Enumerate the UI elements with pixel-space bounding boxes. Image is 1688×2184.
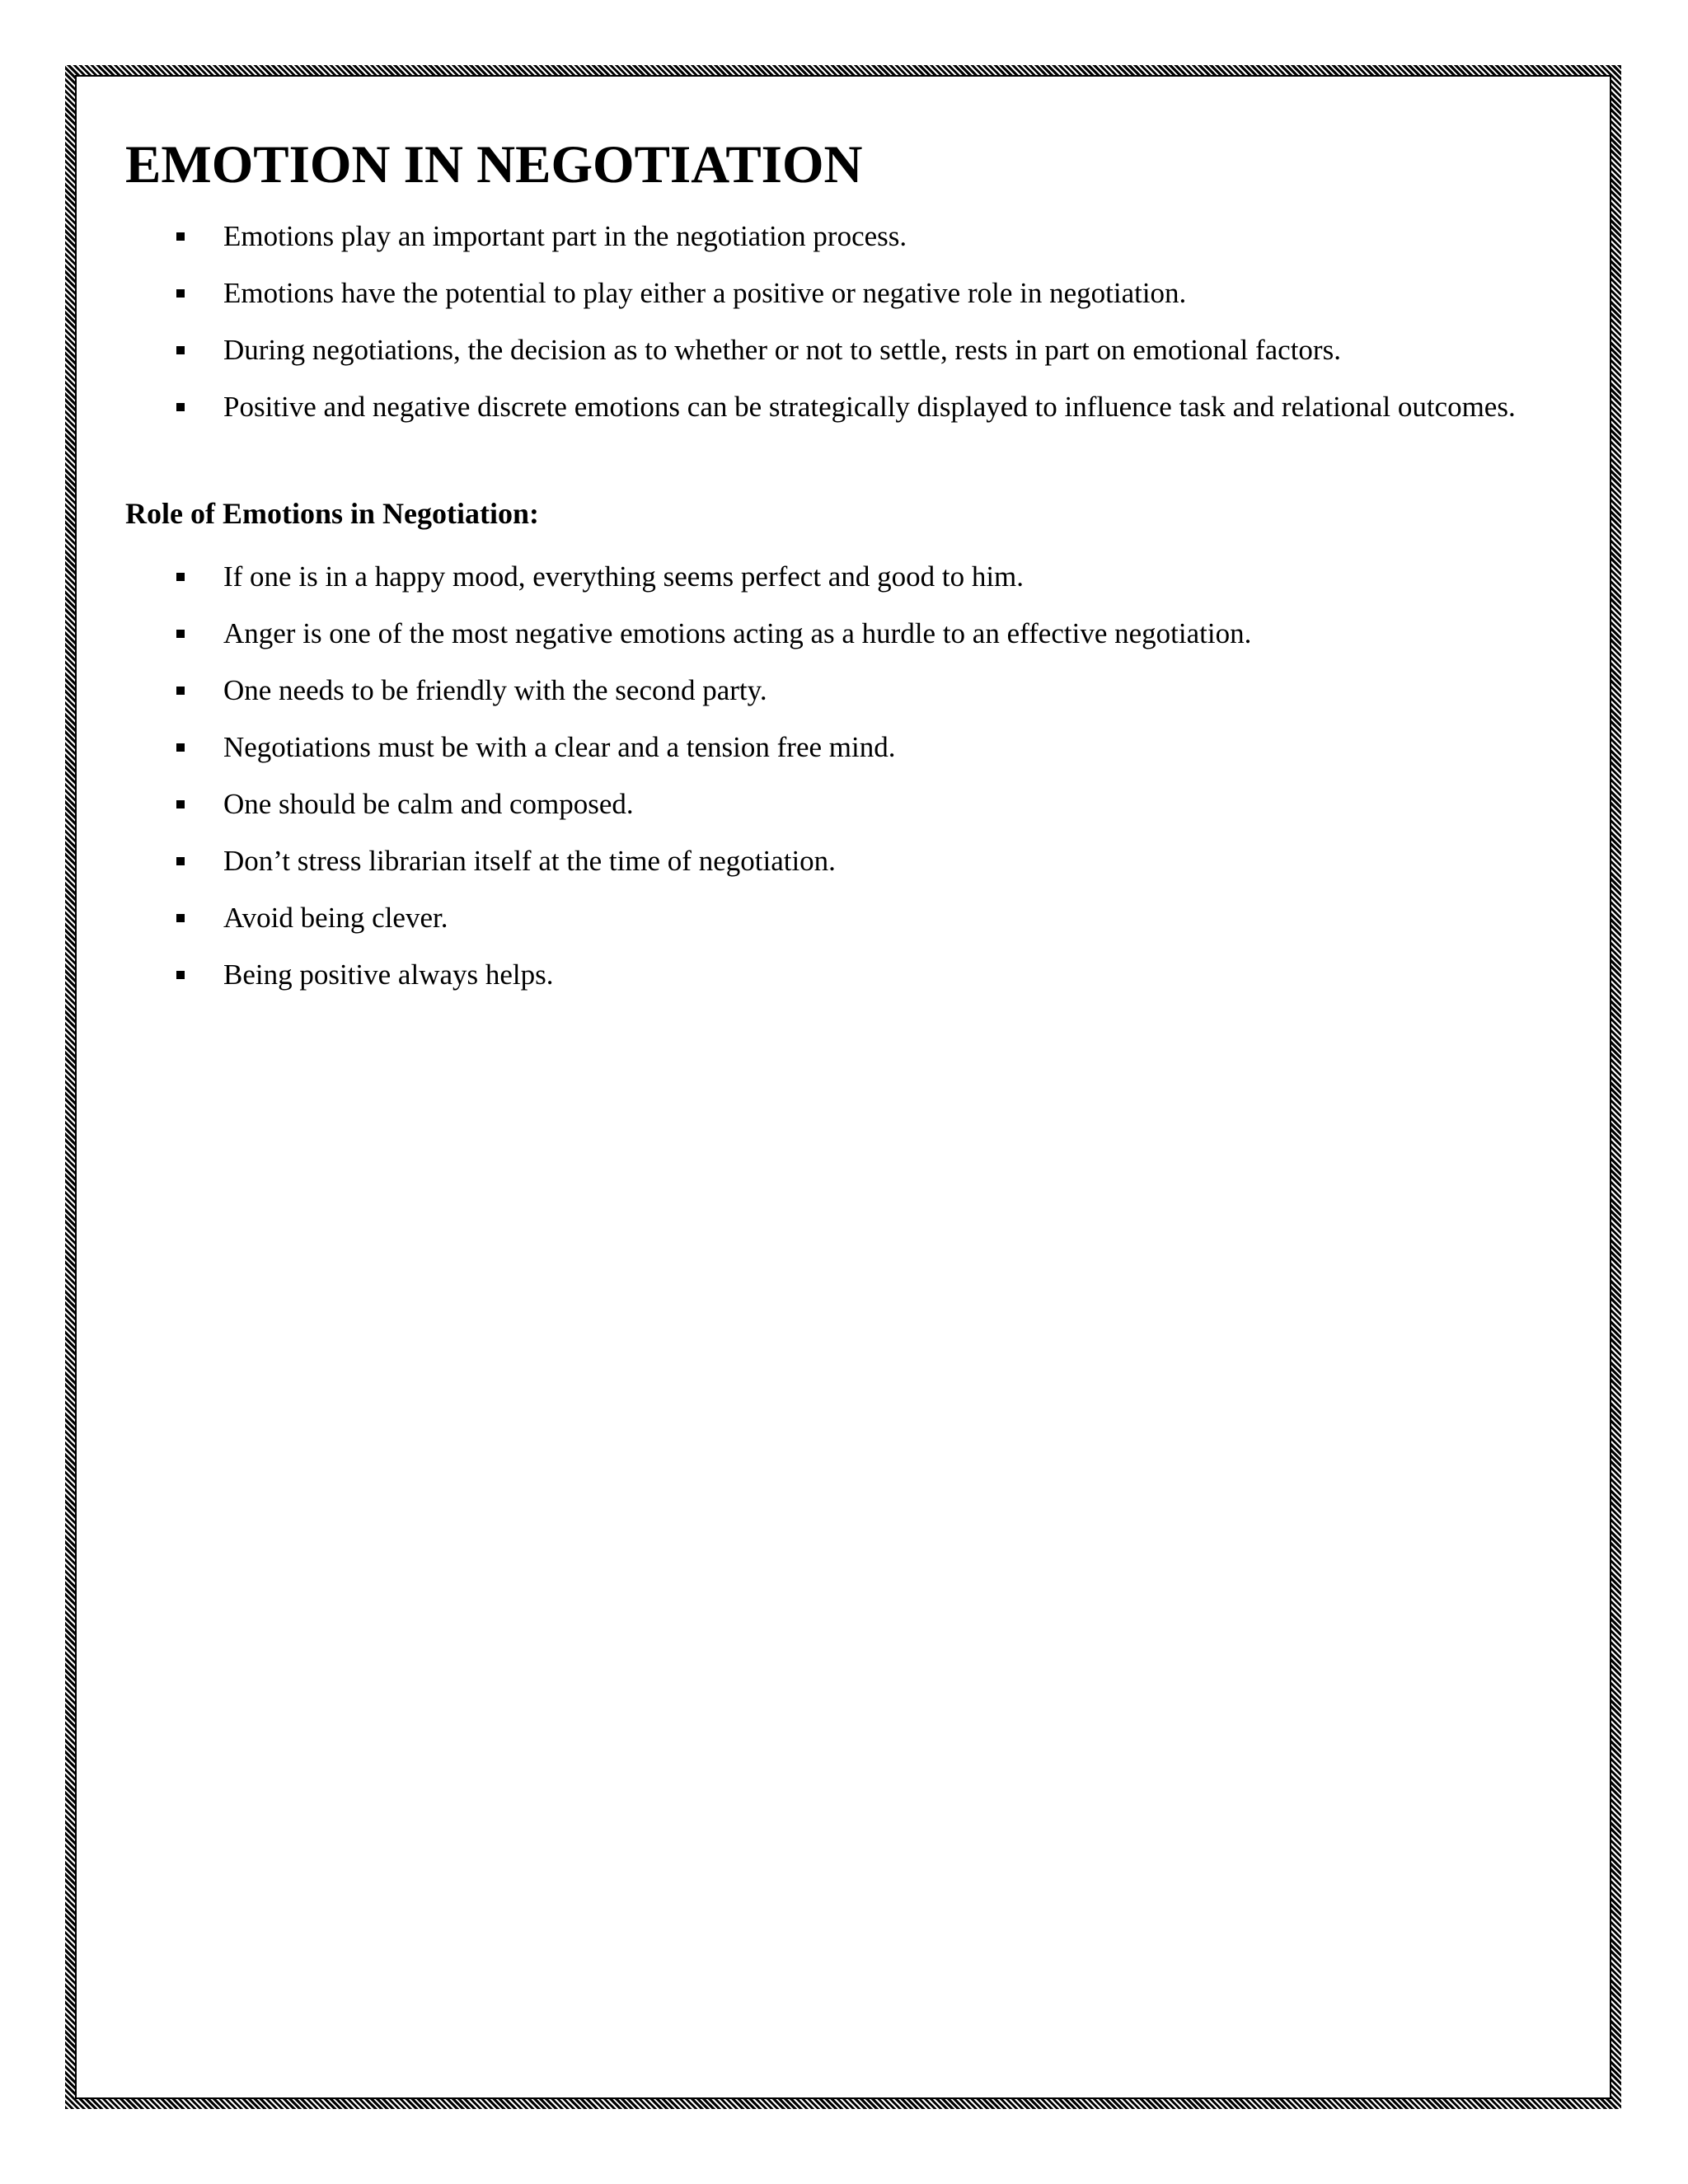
list-item-text: One needs to be friendly with the second party. <box>223 674 767 706</box>
square-bullet-icon <box>176 743 185 752</box>
square-bullet-icon <box>176 289 185 298</box>
list-item-text: Don’t stress librarian itself at the time of negotiation. <box>223 845 836 877</box>
square-bullet-icon <box>176 630 185 638</box>
list-item <box>125 662 1559 719</box>
square-bullet-icon <box>176 914 185 922</box>
square-bullet-icon <box>176 971 185 979</box>
list-item-text: Emotions have the potential to play either a positive or negative role in negotiation. <box>223 277 1187 309</box>
list-item <box>125 946 1559 1003</box>
list-item <box>125 605 1559 662</box>
square-bullet-icon <box>176 346 185 354</box>
square-bullet-icon <box>176 800 185 808</box>
list-item-text: Positive and negative discrete emotions can be strategically displayed to influence task and relational outcomes. <box>223 391 1516 423</box>
square-bullet-icon <box>176 232 185 241</box>
page-title: EMOTION IN NEGOTIATION <box>125 135 863 194</box>
list-item <box>125 321 1559 378</box>
list-item-text: Anger is one of the most negative emotions acting as a hurdle to an effective negotiation. <box>223 617 1252 649</box>
intro-bullet-list <box>125 208 1559 435</box>
list-item <box>125 378 1559 435</box>
list-item <box>125 265 1559 321</box>
list-item <box>125 832 1559 889</box>
page-content <box>125 132 1559 1003</box>
role-bullet-list <box>125 548 1559 1003</box>
list-item <box>125 776 1559 832</box>
square-bullet-icon <box>176 857 185 865</box>
list-item-text: Being positive always helps. <box>223 958 554 991</box>
list-item <box>125 208 1559 265</box>
list-item <box>125 889 1559 946</box>
list-item <box>125 548 1559 605</box>
square-bullet-icon <box>176 403 185 411</box>
list-item-text: Negotiations must be with a clear and a tension free mind. <box>223 731 896 763</box>
list-item-text: Emotions play an important part in the negotiation process. <box>223 220 907 252</box>
square-bullet-icon <box>176 573 185 581</box>
list-item-text: One should be calm and composed. <box>223 788 634 820</box>
section-heading: Role of Emotions in Negotiation: <box>125 497 539 530</box>
list-item-text: Avoid being clever. <box>223 902 448 934</box>
list-item-text: During negotiations, the decision as to whether or not to settle, rests in part on emotional factors. <box>223 334 1341 366</box>
list-item-text: If one is in a happy mood, everything seems perfect and good to him. <box>223 560 1025 593</box>
square-bullet-icon <box>176 687 185 695</box>
list-item <box>125 719 1559 776</box>
